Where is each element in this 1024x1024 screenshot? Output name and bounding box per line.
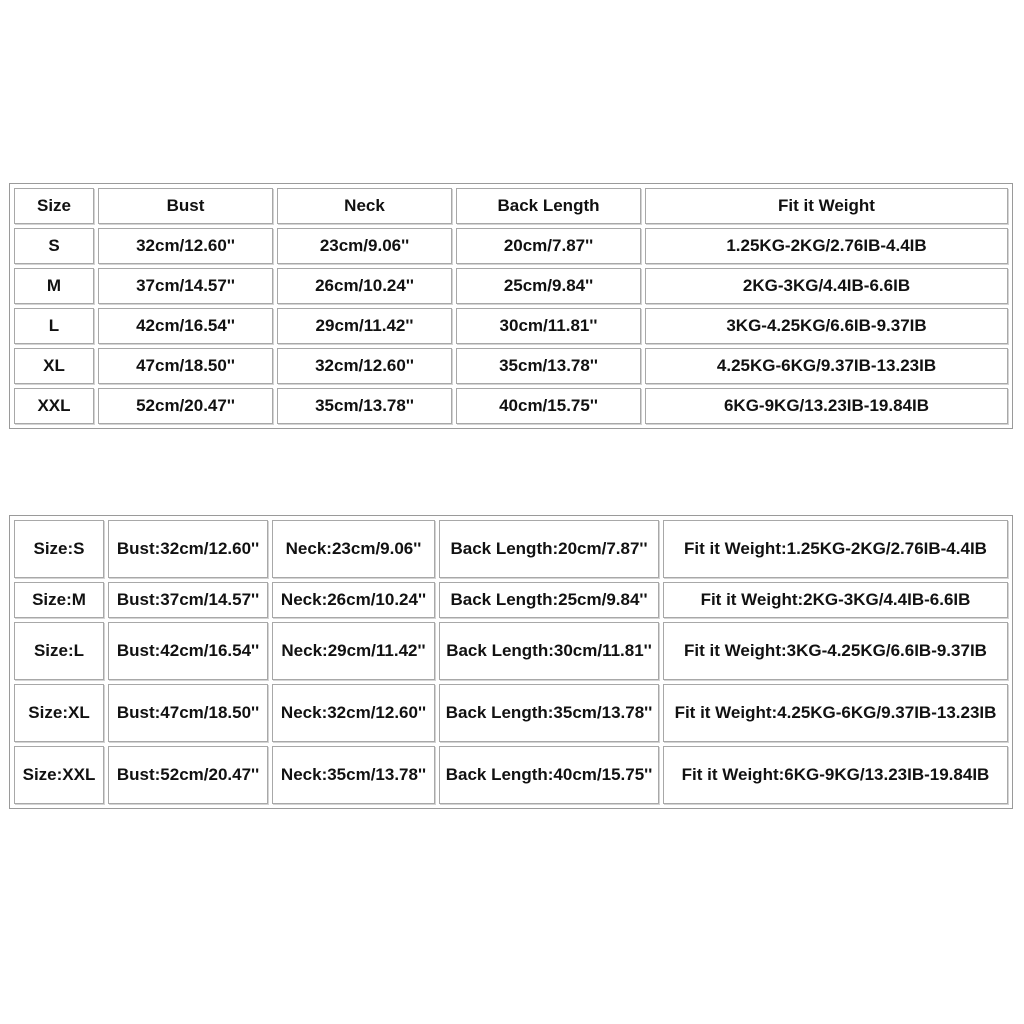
cell-size: Size:M bbox=[14, 582, 104, 618]
cell-neck: Neck:26cm/10.24'' bbox=[272, 582, 435, 618]
cell-bust: Bust:32cm/12.60'' bbox=[108, 520, 268, 578]
cell-size: M bbox=[14, 268, 94, 304]
cell-neck: Neck:35cm/13.78'' bbox=[272, 746, 435, 804]
cell-fit-weight: Fit it Weight:6KG-9KG/13.23IB-19.84IB bbox=[663, 746, 1008, 804]
cell-back-length: 35cm/13.78'' bbox=[456, 348, 641, 384]
header-fit-weight: Fit it Weight bbox=[645, 188, 1008, 224]
header-neck: Neck bbox=[277, 188, 452, 224]
cell-neck: 26cm/10.24'' bbox=[277, 268, 452, 304]
cell-back-length: 30cm/11.81'' bbox=[456, 308, 641, 344]
table-row bbox=[14, 268, 1008, 304]
cell-bust: Bust:47cm/18.50'' bbox=[108, 684, 268, 742]
cell-size: XXL bbox=[14, 388, 94, 424]
size-chart-table bbox=[9, 183, 1013, 429]
cell-bust: 37cm/14.57'' bbox=[98, 268, 273, 304]
cell-fit-weight: Fit it Weight:3KG-4.25KG/6.6IB-9.37IB bbox=[663, 622, 1008, 680]
cell-size: Size:S bbox=[14, 520, 104, 578]
cell-size: Size:XXL bbox=[14, 746, 104, 804]
cell-bust: 42cm/16.54'' bbox=[98, 308, 273, 344]
header-bust: Bust bbox=[98, 188, 273, 224]
cell-fit-weight: 6KG-9KG/13.23IB-19.84IB bbox=[645, 388, 1008, 424]
cell-neck: 35cm/13.78'' bbox=[277, 388, 452, 424]
cell-fit-weight: Fit it Weight:4.25KG-6KG/9.37IB-13.23IB bbox=[663, 684, 1008, 742]
cell-neck: Neck:32cm/12.60'' bbox=[272, 684, 435, 742]
cell-fit-weight: 1.25KG-2KG/2.76IB-4.4IB bbox=[645, 228, 1008, 264]
table-row bbox=[14, 348, 1008, 384]
cell-size: L bbox=[14, 308, 94, 344]
cell-back-length: Back Length:40cm/15.75'' bbox=[439, 746, 659, 804]
cell-back-length: Back Length:20cm/7.87'' bbox=[439, 520, 659, 578]
cell-size: S bbox=[14, 228, 94, 264]
cell-bust: 47cm/18.50'' bbox=[98, 348, 273, 384]
cell-bust: 52cm/20.47'' bbox=[98, 388, 273, 424]
cell-back-length: 25cm/9.84'' bbox=[456, 268, 641, 304]
table-row bbox=[14, 622, 1008, 680]
size-detail-table bbox=[9, 515, 1013, 809]
header-back-length: Back Length bbox=[456, 188, 641, 224]
cell-neck: Neck:23cm/9.06'' bbox=[272, 520, 435, 578]
table-row bbox=[14, 684, 1008, 742]
cell-bust: Bust:52cm/20.47'' bbox=[108, 746, 268, 804]
cell-neck: 32cm/12.60'' bbox=[277, 348, 452, 384]
cell-fit-weight: Fit it Weight:2KG-3KG/4.4IB-6.6IB bbox=[663, 582, 1008, 618]
cell-fit-weight: 4.25KG-6KG/9.37IB-13.23IB bbox=[645, 348, 1008, 384]
cell-neck: Neck:29cm/11.42'' bbox=[272, 622, 435, 680]
table-row bbox=[14, 520, 1008, 578]
table-row bbox=[14, 746, 1008, 804]
cell-size: Size:L bbox=[14, 622, 104, 680]
cell-bust: Bust:37cm/14.57'' bbox=[108, 582, 268, 618]
table-header-row bbox=[14, 188, 1008, 224]
cell-fit-weight: 2KG-3KG/4.4IB-6.6IB bbox=[645, 268, 1008, 304]
header-size: Size bbox=[14, 188, 94, 224]
table-row bbox=[14, 308, 1008, 344]
cell-back-length: 20cm/7.87'' bbox=[456, 228, 641, 264]
cell-back-length: Back Length:35cm/13.78'' bbox=[439, 684, 659, 742]
cell-fit-weight: 3KG-4.25KG/6.6IB-9.37IB bbox=[645, 308, 1008, 344]
cell-size: XL bbox=[14, 348, 94, 384]
cell-bust: 32cm/12.60'' bbox=[98, 228, 273, 264]
cell-neck: 29cm/11.42'' bbox=[277, 308, 452, 344]
table-row bbox=[14, 582, 1008, 618]
table-row bbox=[14, 228, 1008, 264]
cell-size: Size:XL bbox=[14, 684, 104, 742]
cell-fit-weight: Fit it Weight:1.25KG-2KG/2.76IB-4.4IB bbox=[663, 520, 1008, 578]
cell-back-length: 40cm/15.75'' bbox=[456, 388, 641, 424]
cell-neck: 23cm/9.06'' bbox=[277, 228, 452, 264]
cell-back-length: Back Length:30cm/11.81'' bbox=[439, 622, 659, 680]
cell-back-length: Back Length:25cm/9.84'' bbox=[439, 582, 659, 618]
table-row bbox=[14, 388, 1008, 424]
cell-bust: Bust:42cm/16.54'' bbox=[108, 622, 268, 680]
